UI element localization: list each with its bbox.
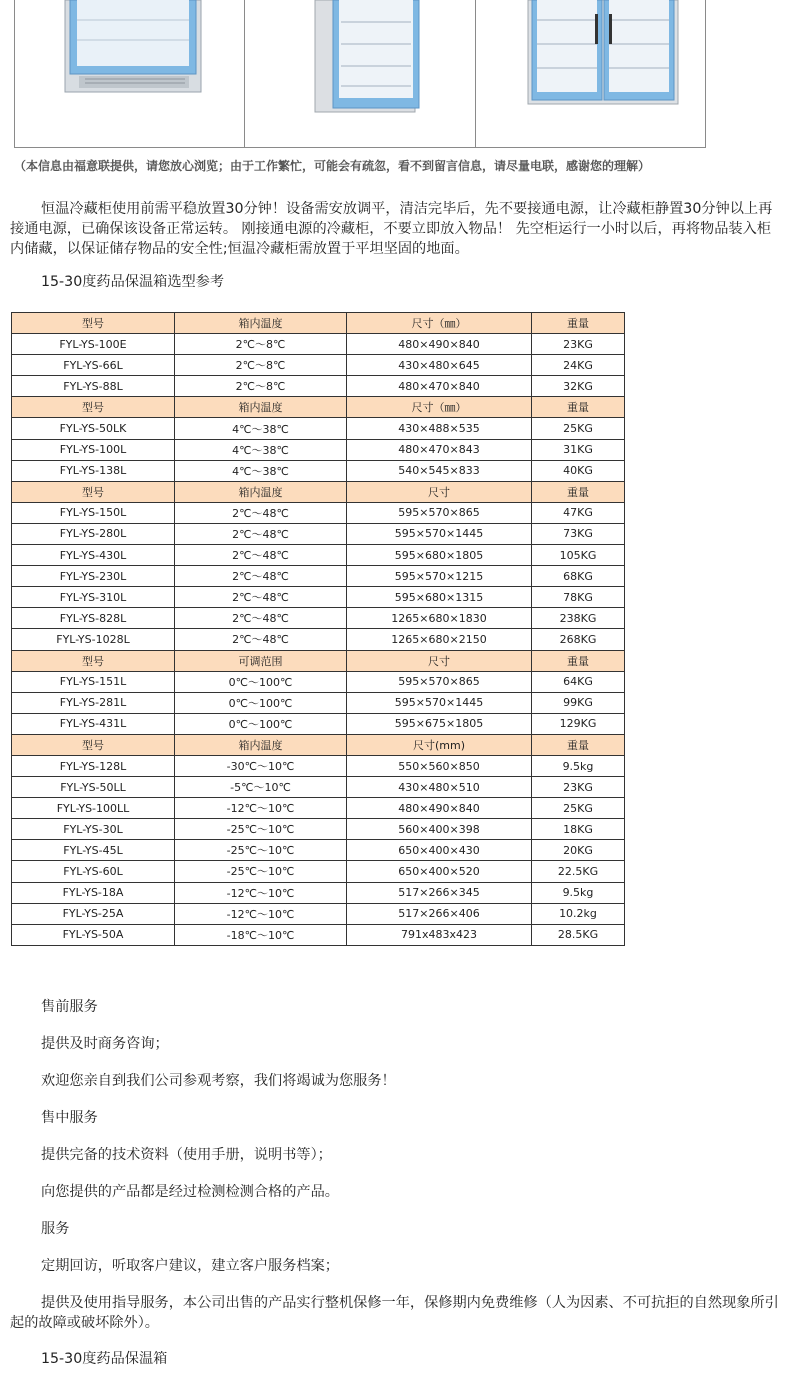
table-cell: 28.5KG: [532, 924, 625, 945]
table-cell: 595×570×865: [347, 502, 532, 523]
table-row: [12, 629, 625, 650]
table-cell: 2℃～8℃: [175, 376, 347, 397]
table-cell: -25℃～10℃: [175, 819, 347, 840]
table-cell: FYL-YS-138L: [12, 460, 175, 481]
table-cell: -5℃～10℃: [175, 777, 347, 798]
table-cell: 78KG: [532, 587, 625, 608]
table-cell: 595×570×1445: [347, 523, 532, 544]
table-cell: 2℃～48℃: [175, 523, 347, 544]
table-cell: 32KG: [532, 376, 625, 397]
table-cell: 2℃～48℃: [175, 502, 347, 523]
table-cell: 68KG: [532, 566, 625, 587]
table-cell: 595×570×1215: [347, 566, 532, 587]
table-cell: 129KG: [532, 713, 625, 734]
table-cell: 2℃～8℃: [175, 334, 347, 355]
table-header-cell: 型号: [12, 481, 175, 502]
table-cell: 595×570×865: [347, 671, 532, 692]
table-cell: 4℃～38℃: [175, 439, 347, 460]
table-header-cell: 尺寸: [347, 650, 532, 671]
table-header-cell: 箱内温度: [175, 481, 347, 502]
table-row: [12, 671, 625, 692]
presale-title: 售前服务: [41, 999, 98, 1015]
table-cell: -12℃～10℃: [175, 882, 347, 903]
table-row: [12, 924, 625, 945]
table-cell: 18KG: [532, 819, 625, 840]
table-cell: FYL-YS-25A: [12, 903, 175, 924]
table-cell: FYL-YS-50LK: [12, 418, 175, 439]
table-header-row: [12, 734, 625, 755]
table-row: [12, 755, 625, 776]
table-cell: 25KG: [532, 798, 625, 819]
table-cell: 40KG: [532, 460, 625, 481]
table-row: [12, 819, 625, 840]
table-header-cell: 型号: [12, 313, 175, 334]
table-cell: FYL-YS-230L: [12, 566, 175, 587]
table-cell: 791x483x423: [347, 924, 532, 945]
table-cell: FYL-YS-100E: [12, 334, 175, 355]
table-cell: 430×480×645: [347, 355, 532, 376]
footer-title: 15-30度药品保温箱: [41, 1351, 168, 1367]
table-row: [12, 439, 625, 460]
table-cell: 24KG: [532, 355, 625, 376]
table-cell: 23KG: [532, 777, 625, 798]
table-cell: 105KG: [532, 545, 625, 566]
table-cell: FYL-YS-18A: [12, 882, 175, 903]
table-cell: 595×675×1805: [347, 713, 532, 734]
table-row: [12, 418, 625, 439]
table-cell: 2℃～8℃: [175, 355, 347, 376]
fridge-image-2: [245, 0, 475, 147]
table-cell: FYL-YS-66L: [12, 355, 175, 376]
intro-paragraph: 恒温冷藏柜使用前需平稳放置30分钟！设备需安放调平，清洁完毕后，先不要接通电源，让冷藏柜静置30分钟以上再接通电源，已确保该设备正常运转。 刚接通电源的冷藏柜，不要立即放入物品！ 先空柜运行一小时以后，再将物品装入柜内储藏，以保证储存物品的安全性;恒温冷藏柜需放置于平坦坚固的地面。: [10, 201, 773, 257]
insale-title: 售中服务: [41, 1110, 98, 1126]
table-cell: -12℃～10℃: [175, 903, 347, 924]
table-cell: 480×470×843: [347, 439, 532, 460]
table-cell: FYL-YS-281L: [12, 692, 175, 713]
table-row: [12, 523, 625, 544]
table-header-row: [12, 481, 625, 502]
table-cell: FYL-YS-431L: [12, 713, 175, 734]
table-cell: -25℃～10℃: [175, 840, 347, 861]
table-cell: 517×266×345: [347, 882, 532, 903]
table-row: [12, 608, 625, 629]
table-cell: 0℃～100℃: [175, 671, 347, 692]
table-row: [12, 861, 625, 882]
table-cell: -25℃～10℃: [175, 861, 347, 882]
table-cell: 22.5KG: [532, 861, 625, 882]
table-cell: -12℃～10℃: [175, 798, 347, 819]
table-cell: 1265×680×1830: [347, 608, 532, 629]
table-cell: 4℃～38℃: [175, 460, 347, 481]
table-cell: 47KG: [532, 502, 625, 523]
table-cell: -30℃～10℃: [175, 755, 347, 776]
table-cell: 595×680×1315: [347, 587, 532, 608]
table-cell: 20KG: [532, 840, 625, 861]
after-item-2: 提供及使用指导服务，本公司出售的产品实行整机保修一年，保修期内免费维修（人为因素、不可抗拒的自然现象所引起的故障或破坏除外）。: [10, 1295, 779, 1331]
table-cell: 2℃～48℃: [175, 608, 347, 629]
table-cell: 650×400×430: [347, 840, 532, 861]
table-cell: 0℃～100℃: [175, 692, 347, 713]
after-item-1: 定期回访，听取客户建议，建立客户服务档案；: [41, 1258, 339, 1274]
table-cell: 430×488×535: [347, 418, 532, 439]
table-cell: FYL-YS-45L: [12, 840, 175, 861]
table-header-cell: 型号: [12, 650, 175, 671]
table-cell: 268KG: [532, 629, 625, 650]
table-cell: FYL-YS-828L: [12, 608, 175, 629]
table-cell: 550×560×850: [347, 755, 532, 776]
table-cell: FYL-YS-1028L: [12, 629, 175, 650]
table-cell: FYL-YS-50LL: [12, 777, 175, 798]
table-cell: 4℃～38℃: [175, 418, 347, 439]
table-cell: 650×400×520: [347, 861, 532, 882]
table-cell: FYL-YS-151L: [12, 671, 175, 692]
table-cell: FYL-YS-50A: [12, 924, 175, 945]
table-cell: 23KG: [532, 334, 625, 355]
table-row: [12, 903, 625, 924]
table-cell: 25KG: [532, 418, 625, 439]
table-title: 15-30度药品保温箱选型参考: [41, 274, 225, 290]
table-header-cell: 尺寸（㎜）: [347, 313, 532, 334]
table-cell: 1265×680×2150: [347, 629, 532, 650]
table-cell: 238KG: [532, 608, 625, 629]
table-header-cell: 箱内温度: [175, 397, 347, 418]
table-row: [12, 566, 625, 587]
table-header-cell: 重量: [532, 734, 625, 755]
product-image-2: [245, 0, 475, 147]
table-row: [12, 545, 625, 566]
table-header-cell: 重量: [532, 397, 625, 418]
table-cell: FYL-YS-100L: [12, 439, 175, 460]
table-header-cell: 型号: [12, 734, 175, 755]
table-cell: FYL-YS-310L: [12, 587, 175, 608]
table-cell: 517×266×406: [347, 903, 532, 924]
table-cell: FYL-YS-430L: [12, 545, 175, 566]
table-row: [12, 355, 625, 376]
table-cell: 73KG: [532, 523, 625, 544]
table-row: [12, 692, 625, 713]
table-header-cell: 尺寸(mm): [347, 734, 532, 755]
table-cell: 480×490×840: [347, 798, 532, 819]
after-title: 服务: [41, 1221, 70, 1237]
table-header-cell: 重量: [532, 313, 625, 334]
table-cell: -18℃～10℃: [175, 924, 347, 945]
table-cell: 99KG: [532, 692, 625, 713]
table-row: [12, 840, 625, 861]
table-cell: 430×480×510: [347, 777, 532, 798]
table-cell: FYL-YS-128L: [12, 755, 175, 776]
presale-item-1: 提供及时商务咨询；: [41, 1036, 169, 1052]
table-header-cell: 可调范围: [175, 650, 347, 671]
table-cell: 2℃～48℃: [175, 587, 347, 608]
table-cell: FYL-YS-280L: [12, 523, 175, 544]
table-row: [12, 882, 625, 903]
table-cell: FYL-YS-88L: [12, 376, 175, 397]
table-row: [12, 587, 625, 608]
table-header-row: [12, 397, 625, 418]
notice-text: （本信息由福意联提供，请您放心浏览；由于工作繁忙，可能会有疏忽，看不到留言信息，请尽量电联，感谢您的理解）: [14, 159, 651, 173]
table-header-cell: 箱内温度: [175, 313, 347, 334]
table-cell: 595×570×1445: [347, 692, 532, 713]
product-image-strip: [14, 0, 706, 148]
fridge-image-3: [476, 0, 705, 147]
table-row: [12, 460, 625, 481]
table-cell: 560×400×398: [347, 819, 532, 840]
table-cell: 31KG: [532, 439, 625, 460]
table-header-cell: 重量: [532, 650, 625, 671]
table-row: [12, 334, 625, 355]
spec-table: [11, 312, 625, 946]
table-cell: 9.5kg: [532, 755, 625, 776]
table-cell: 0℃～100℃: [175, 713, 347, 734]
table-cell: FYL-YS-150L: [12, 502, 175, 523]
table-cell: 9.5kg: [532, 882, 625, 903]
table-header-cell: 重量: [532, 481, 625, 502]
table-row: [12, 777, 625, 798]
table-cell: FYL-YS-100LL: [12, 798, 175, 819]
table-row: [12, 798, 625, 819]
table-header-row: [12, 650, 625, 671]
product-image-1: [15, 0, 245, 147]
fridge-image-1: [15, 0, 231, 147]
table-row: [12, 502, 625, 523]
table-row: [12, 713, 625, 734]
table-header-row: [12, 313, 625, 334]
table-cell: 64KG: [532, 671, 625, 692]
table-cell: FYL-YS-60L: [12, 861, 175, 882]
table-cell: FYL-YS-30L: [12, 819, 175, 840]
table-header-cell: 箱内温度: [175, 734, 347, 755]
presale-item-2: 欢迎您亲自到我们公司参观考察，我们将竭诚为您服务！: [41, 1073, 396, 1089]
insale-item-2: 向您提供的产品都是经过检测检测合格的产品。: [41, 1184, 339, 1200]
table-cell: 2℃～48℃: [175, 629, 347, 650]
table-cell: 10.2kg: [532, 903, 625, 924]
insale-item-1: 提供完备的技术资料（使用手册，说明书等）；: [41, 1147, 332, 1163]
table-cell: 595×680×1805: [347, 545, 532, 566]
table-cell: 480×490×840: [347, 334, 532, 355]
table-cell: 2℃～48℃: [175, 566, 347, 587]
table-row: [12, 376, 625, 397]
table-cell: 2℃～48℃: [175, 545, 347, 566]
table-cell: 480×470×840: [347, 376, 532, 397]
table-header-cell: 尺寸: [347, 481, 532, 502]
table-header-cell: 型号: [12, 397, 175, 418]
product-image-3: [476, 0, 705, 147]
table-header-cell: 尺寸（㎜）: [347, 397, 532, 418]
table-cell: 540×545×833: [347, 460, 532, 481]
